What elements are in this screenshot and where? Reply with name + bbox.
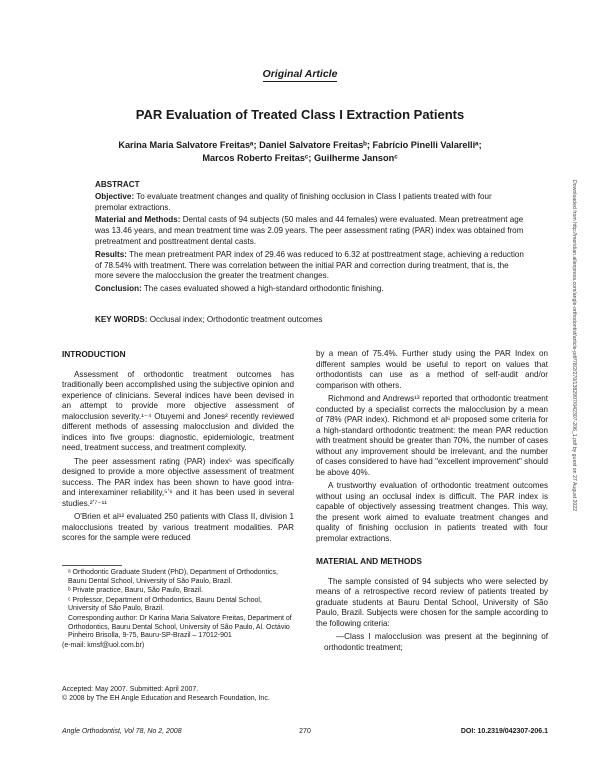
author-email: (e-mail: kmsf@uol.com.br) [62, 641, 145, 649]
footnotes [62, 569, 294, 651]
download-watermark-text: Downloaded from http://meridian.allenpress.com/angle-orthodontist/article-pdf/78/2/270/1382907/042307-206_1.pdf by guest on 27 August 2022 [571, 180, 577, 512]
copyright: © 2008 by The EH Angle Education and Research Foundation, Inc. [62, 694, 270, 702]
abstract-methods: Material and Methods: Dental casts of 94 subjects (50 males and 44 females) were evaluated. Mean pretreatment age was 13.46 years, and mean treatment time was 2.09 years. The peer assessment rating (PAR) index was obtained from pretreatment and posttreatment dental casts. [95, 215, 524, 246]
corresponding-author: Corresponding author: Dr Karina Maria Salvatore Freitas, Department of Orthodontics, Bauru Dental School, University of São Paulo, Al. Octávio Pinheiro Brisolla, 9-75, Bauru-SP-Brazil – 17012-901 [68, 614, 292, 640]
criteria-list-item: —Class I malocclusion was present at the beginning of orthodontic treatment; [324, 632, 548, 652]
journal-citation: Angle Orthodontist, Vol 78, No 2, 2008 [62, 728, 182, 735]
introduction-heading: INTRODUCTION [62, 349, 126, 359]
accepted-dates: Accepted: May 2007. Submitted: April 2007. [62, 686, 199, 693]
author-list [60, 139, 540, 165]
footnote-b: ᵇ Private practice, Bauru, São Paulo, Brazil. [68, 587, 203, 595]
methods-heading: MATERIAL AND METHODS [316, 556, 422, 566]
download-watermark [569, 180, 579, 650]
footnote-a: ᵃ Orthodontic Graduate Student (PhD), Department of Orthodontics, Bauru Dental School, University of São Paulo, Brazil. [68, 569, 278, 585]
intro-paragraph-1: Assessment of orthodontic treatment outcomes has traditionally been accomplished using the subjective opinion and experience of clinicians. Several indices have been devised in an attempt to provide more objective assessment of malocclusion severity.¹⁻⁴ Otuyemi and Jones² recently reviewed different methods of assessing malocclusion and divided the indices into five groups: diagnostic, epidemiologic, treatment need, treatment success, and treatment complexity. [62, 369, 294, 452]
right-paragraph-1: by a mean of 75.4%. Further study using the PAR Index on different samples would be useful to report on values that orthodontists can use as a method of self-audit and/or comparison with others. [316, 349, 548, 390]
right-paragraph-2: Richmond and Andrews¹³ reported that orthodontic treatment conducted by a specialist corrects the malocclusion by a mean of 78% (PAR index). Richmond et al⁶ proposed some criteria for a high-standard orthodontic treatment: the mean PAR reduction with treatment should be greater than 70%, the number of cases without any improvement should be irrelevant, and the number of cases considered to have had "excellent improvement" should be above 40%. [316, 394, 548, 477]
article-title: PAR Evaluation of Treated Class I Extraction Patients [135, 107, 465, 122]
abstract-heading: ABSTRACT [95, 180, 140, 189]
intro-paragraph-2: The peer assessment rating (PAR) index⁵ was specifically designed to provide a more objective assessment of treatment success. The PAR index has been shown to have good intra- and interexaminer reliability,⁵ʼ⁶ and it has been used in several studies.²ʼ⁷⁻¹¹ [62, 456, 294, 508]
authors-line-2: Marcos Roberto Freitasᶜ; Guilherme Jansonᶜ [202, 153, 398, 163]
authors-line-1: Karina Maria Salvatore Freitasᵃ; Daniel Salvatore Freitasᵇ; Fabrício Pinelli Valarelliᵃ; [118, 140, 482, 150]
abstract-objective: Objective: To evaluate treatment changes and quality of finishing occlusion in Class I patients treated with four premolar extractions. [95, 191, 492, 212]
right-column [316, 349, 548, 656]
left-column [62, 349, 294, 547]
publication-info [62, 686, 294, 703]
footnote-divider [62, 565, 122, 566]
footnote-c: ᶜ Professor, Department of Orthodontics, Bauru Dental School, University of São Paulo, Brazil. [68, 596, 262, 613]
abstract [95, 180, 525, 297]
page-number: 270 [299, 728, 311, 735]
doi: DOI: 10.2319/042307-206.1 [460, 728, 548, 735]
abstract-conclusion: Conclusion: The cases evaluated showed a high-standard orthodontic finishing. [95, 284, 384, 294]
abstract-results: Results: The mean pretreatment PAR index of 29.46 was reduced to 6.32 at posttreatment stage, achieving a reduction of 78.54% with treatment. There was correlation between the initial PAR and correction during treatment, that is, the more severe the malocclusion the greater the treatment changes. [95, 249, 524, 281]
intro-paragraph-3: O'Brien et al¹² evaluated 250 patients with Class II, division 1 malocclusions treated by various treatment modalities. PAR scores for the sample were reduced [62, 512, 294, 542]
section-label: Original Article [262, 68, 338, 80]
right-paragraph-3: A trustworthy evaluation of orthodontic treatment outcomes without using an occlusal index is difficult. The PAR index is capable of objectively assessing treatment changes. This way, the present work aimed to evaluate treatment changes and quality of finishing occlusion in patients treated with four premolar extractions. [316, 481, 548, 543]
keywords: KEY WORDS: Occlusal index; Orthodontic treatment outcomes [95, 315, 323, 324]
methods-paragraph-1: The sample consisted of 94 subjects who were selected by means of a retrospective record review of patients treated by graduate students at Bauru Dental School, University of São Paulo, Brazil. Subjects were chosen for the sample according to the following criteria: [316, 576, 548, 628]
